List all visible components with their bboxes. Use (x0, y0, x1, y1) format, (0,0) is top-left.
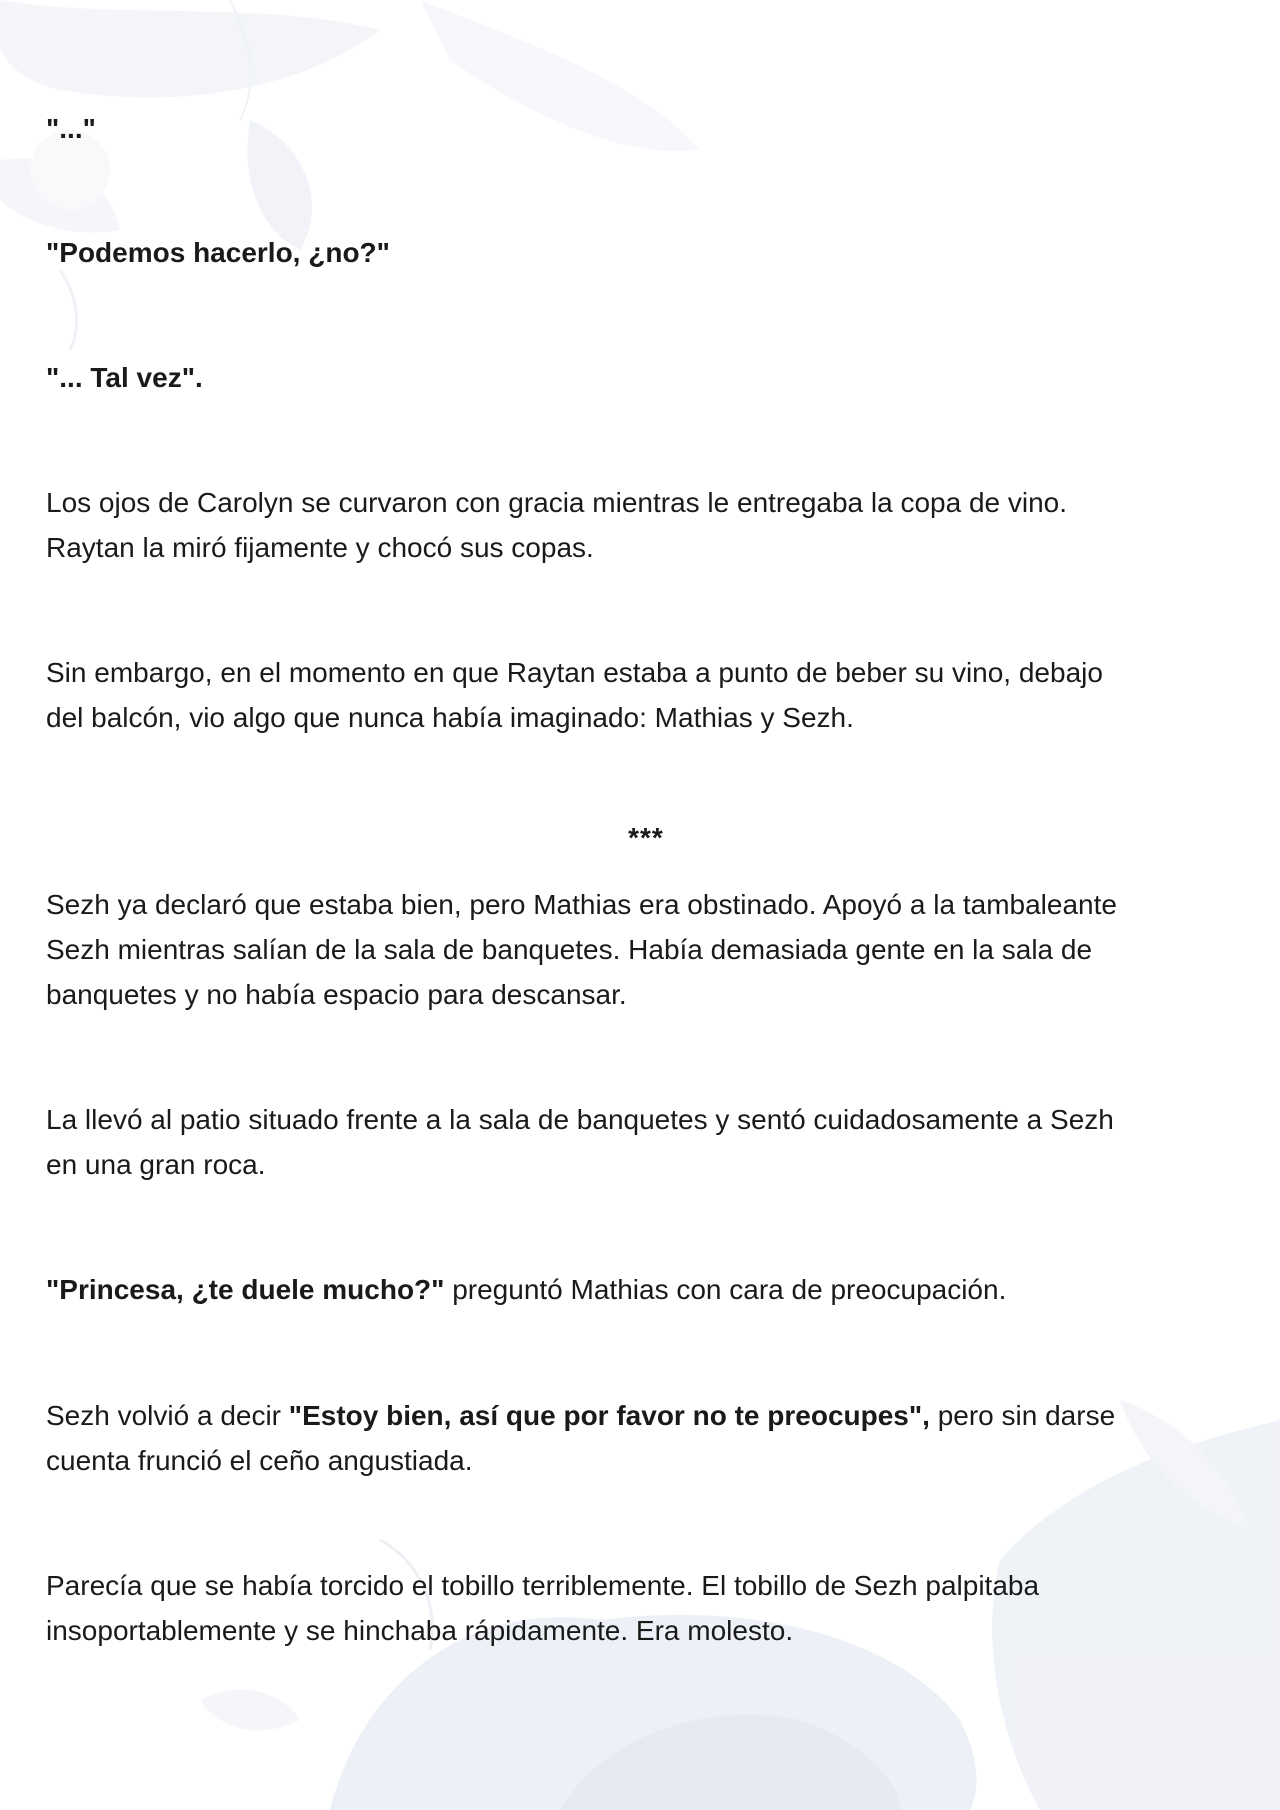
text-line: en una gran roca. (46, 1149, 266, 1180)
text-line: Sezh ya declaró que estaba bien, pero Mathias era obstinado. Apoyó a la tambaleante (46, 889, 1117, 920)
text-line: Raytan la miró fijamente y chocó sus copas. (46, 532, 594, 563)
dialogue-text: "... Tal vez". (46, 362, 203, 393)
paragraph-4 (46, 480, 1246, 570)
dialogue-text: "Podemos hacerlo, ¿no?" (46, 237, 390, 268)
narration-text: preguntó Mathias con cara de preocupación. (444, 1274, 1007, 1305)
paragraph-2 (46, 230, 1246, 275)
text-line: insoportablemente y se hinchaba rápidamente. Era molesto. (46, 1615, 794, 1646)
text-line: Los ojos de Carolyn se curvaron con gracia mientras le entregaba la copa de vino. (46, 487, 1068, 518)
text-line: Sin embargo, en el momento en que Raytan estaba a punto de beber su vino, debajo (46, 657, 1103, 688)
text-line: La llevó al patio situado frente a la sala de banquetes y sentó cuidadosamente a Sezh (46, 1104, 1114, 1135)
dialogue-text: "..." (46, 113, 96, 144)
text-line: del balcón, vio algo que nunca había imaginado: Mathias y Sezh. (46, 702, 854, 733)
text-line: banquetes y no había espacio para descansar. (46, 979, 627, 1010)
text-line: Parecía que se había torcido el tobillo terriblemente. El tobillo de Sezh palpitaba (46, 1570, 1040, 1601)
text-line: cuenta frunció el ceño angustiada. (46, 1445, 473, 1476)
dialogue-text: "Estoy bien, así que por favor no te preocupes", (288, 1400, 930, 1431)
paragraph-3 (46, 355, 1246, 400)
narration-text: Sezh volvió a decir (46, 1400, 289, 1431)
paragraph-8 (46, 1267, 1246, 1312)
paragraph-10 (46, 1563, 1246, 1653)
paragraph-6 (46, 882, 1246, 1017)
text-line: Sezh mientras salían de la sala de banquetes. Había demasiada gente en la sala de (46, 934, 1093, 965)
paragraph-5 (46, 650, 1246, 740)
paragraph-7 (46, 1097, 1246, 1187)
scene-separator: *** (628, 822, 664, 853)
paragraph-1 (46, 106, 1246, 151)
floral-top-left-icon (0, 0, 700, 350)
narration-text: pero sin darse (929, 1400, 1116, 1431)
dialogue-text: "Princesa, ¿te duele mucho?" (46, 1274, 445, 1305)
paragraph-9 (46, 1393, 1246, 1483)
